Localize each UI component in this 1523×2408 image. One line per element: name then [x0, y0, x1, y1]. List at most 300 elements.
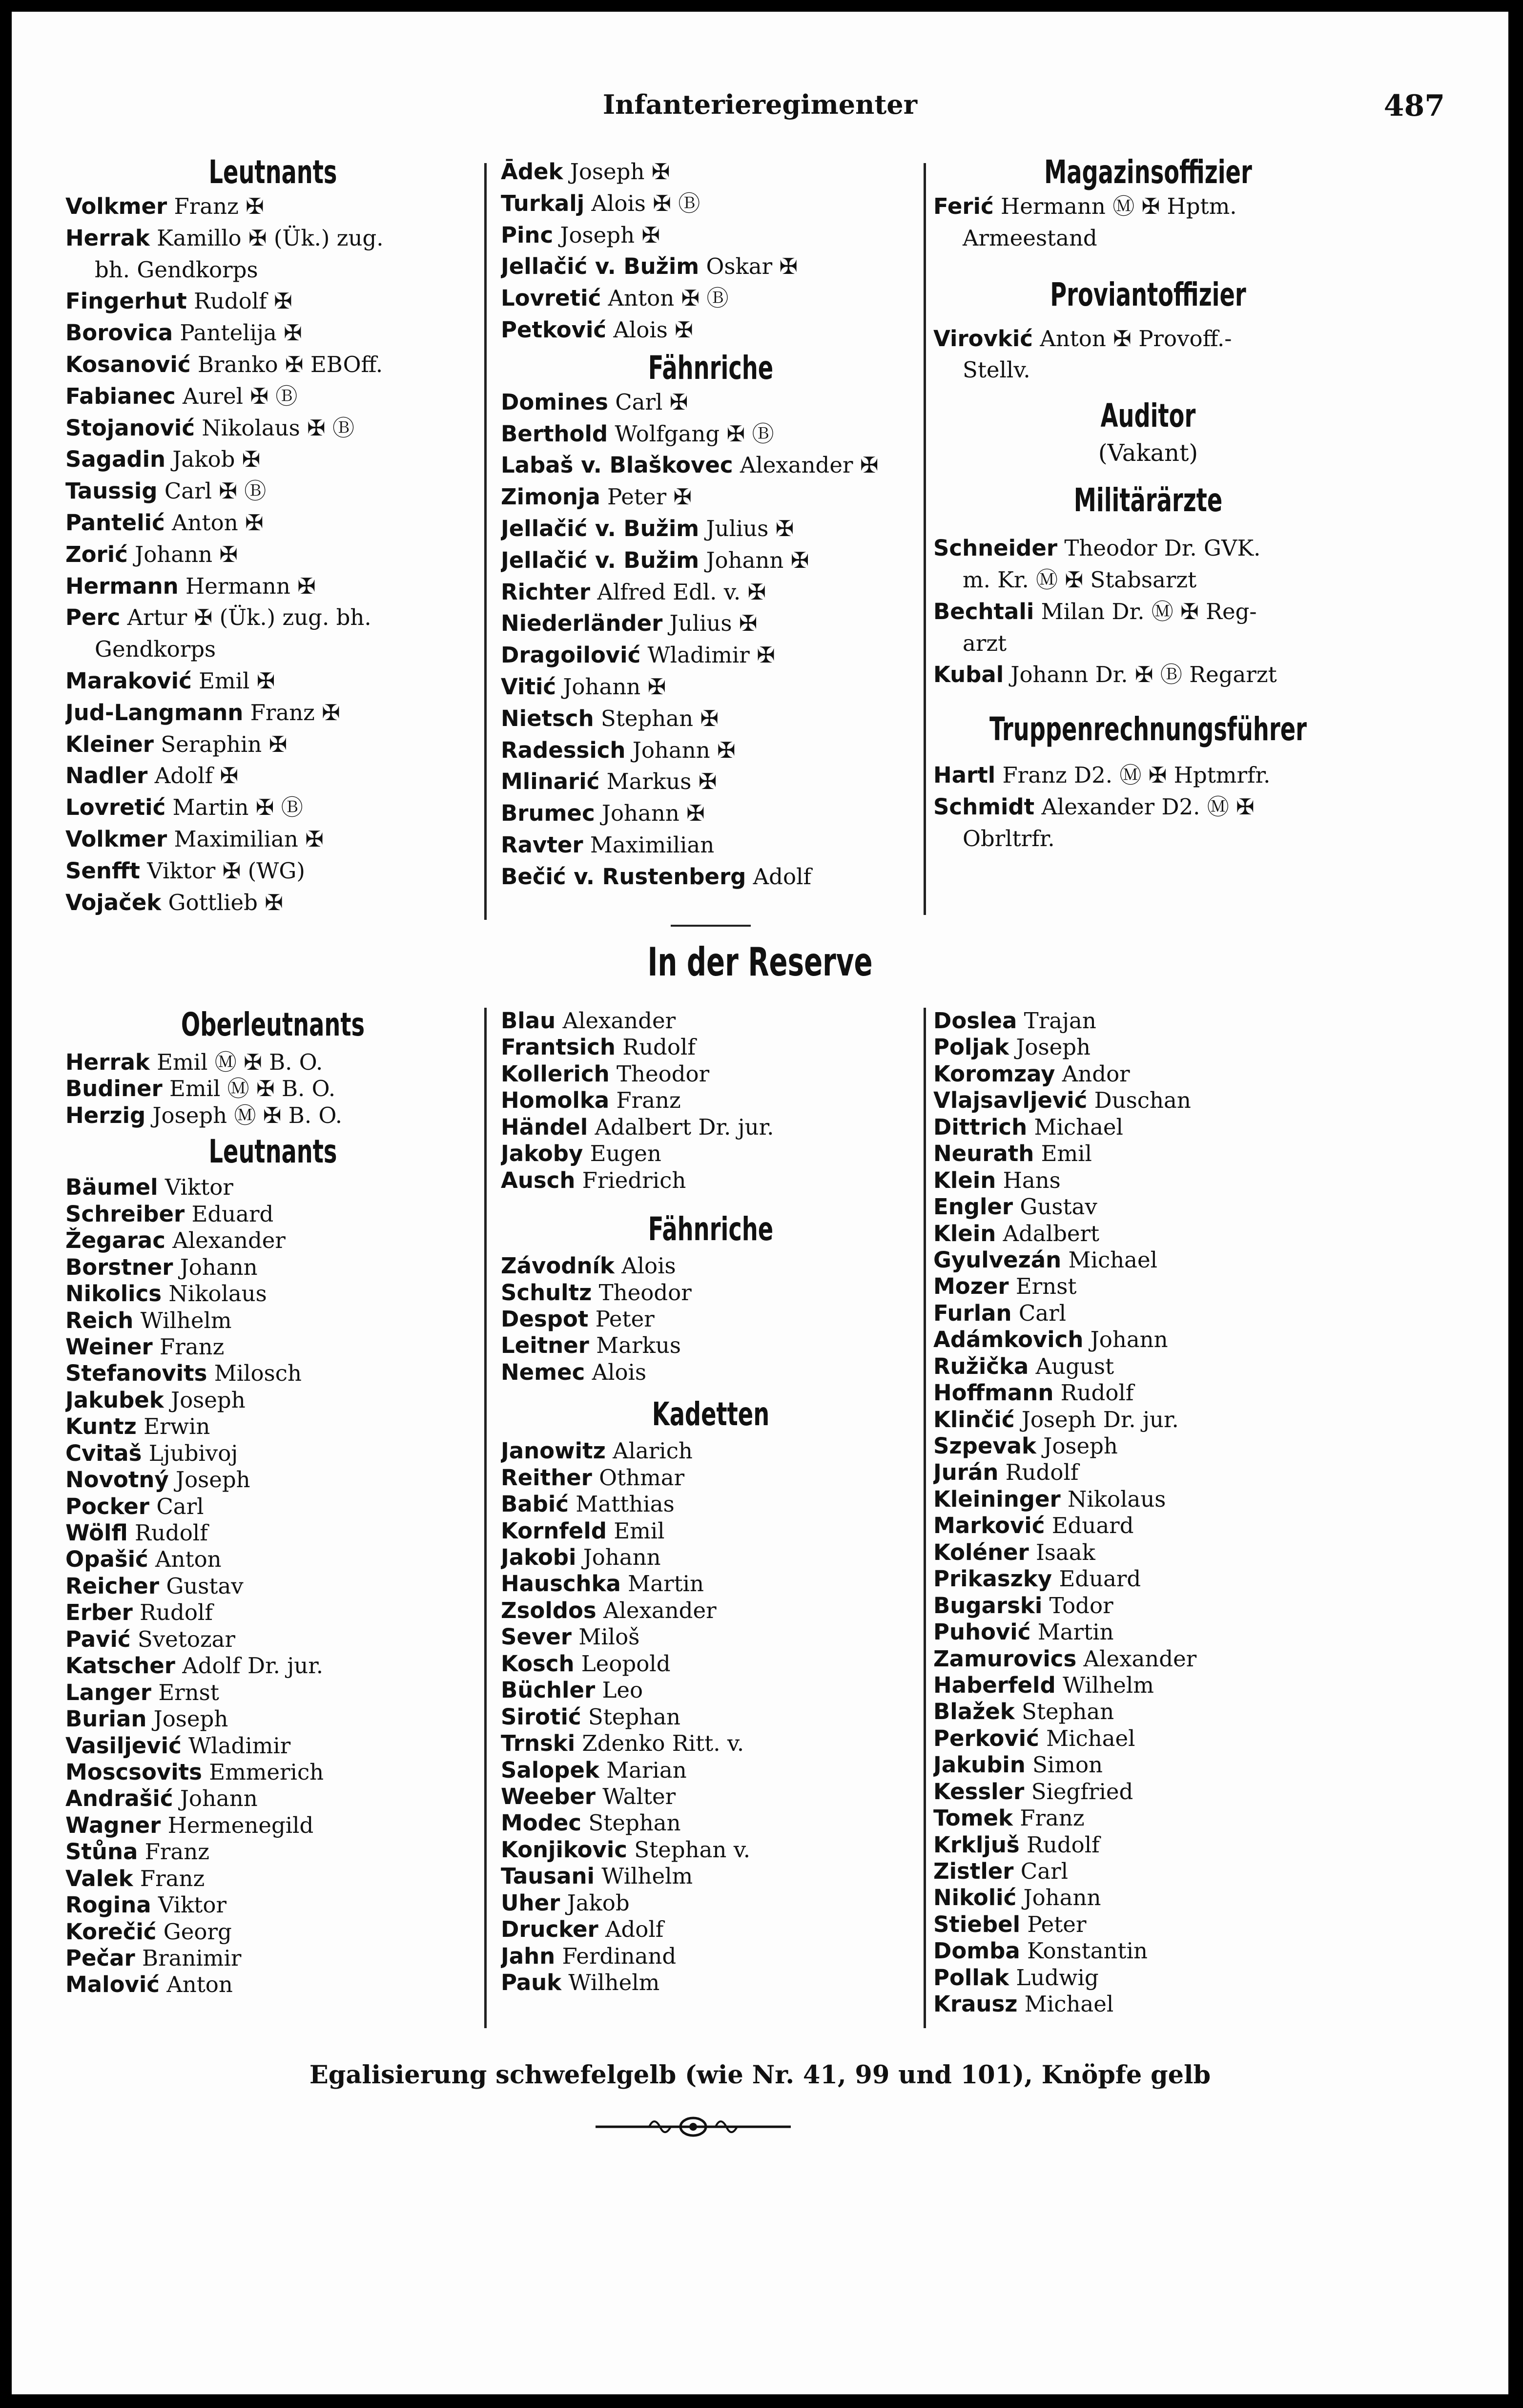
name-entry: [501, 418, 921, 450]
given-name: Carl: [149, 1493, 204, 1519]
surname: Kosanović: [65, 351, 191, 377]
given-name: Wilhelm: [133, 1307, 232, 1333]
given-name: Ernst: [1008, 1273, 1077, 1300]
given-name: Alfred Edl. v. ✠: [590, 579, 766, 605]
name-entry: [65, 1281, 480, 1307]
surname: Schmidt: [933, 793, 1035, 820]
name-entry: [501, 1863, 921, 1889]
name-entry: [501, 1624, 921, 1650]
surname: Lovretić: [501, 285, 601, 311]
given-name: Michael: [1061, 1246, 1157, 1273]
surname: Klein: [933, 1167, 996, 1193]
name-entry: [501, 450, 921, 481]
given-name: arzt: [963, 630, 1007, 656]
name-entry: [65, 1227, 480, 1254]
name-entry: [501, 1465, 921, 1491]
given-name: Hermann Ⓜ ✠ Hptm.: [993, 193, 1237, 219]
name-list: [501, 1253, 921, 1386]
name-entry: [501, 1253, 921, 1279]
name-entry: [933, 1885, 1363, 1911]
surname: Stojanović: [65, 415, 195, 441]
surname: Richter: [501, 579, 591, 605]
name-entry: [501, 1141, 921, 1167]
given-name: Branimir: [135, 1945, 242, 1971]
given-name: Viktor: [151, 1892, 226, 1918]
name-entry: [501, 1651, 921, 1677]
given-name: Stellv.: [963, 357, 1030, 383]
given-name: Carl ✠ Ⓑ: [157, 478, 267, 504]
name-entry: [501, 830, 921, 861]
surname: Pečar: [65, 1945, 135, 1971]
given-name: Othmar: [592, 1464, 685, 1491]
column-rule: [924, 163, 926, 915]
name-entry: [933, 1699, 1363, 1725]
surname: Marković: [933, 1513, 1045, 1539]
name-entry: [501, 1438, 921, 1464]
name-entry: [933, 1672, 1363, 1699]
name-entry: [65, 665, 480, 697]
surname: Pollak: [933, 1964, 1009, 1991]
auditor-vacant: (Vakant): [1098, 439, 1198, 467]
name-entry: [65, 1174, 480, 1201]
surname: Trnski: [501, 1730, 576, 1757]
name-entry: [501, 1837, 921, 1863]
given-name: Georg: [156, 1918, 232, 1945]
given-name: Viktor: [158, 1174, 233, 1201]
name-entry: [933, 1725, 1363, 1752]
given-name: Johann ✠: [625, 737, 736, 763]
surname: Babić: [501, 1491, 569, 1517]
given-name: Franz ✠: [243, 699, 340, 726]
given-name: Johann Dr. ✠ Ⓑ Regarzt: [1004, 662, 1277, 688]
name-entry: [501, 703, 921, 735]
surname: Herrak: [65, 1049, 150, 1075]
surname: Katscher: [65, 1653, 175, 1679]
given-name: Wladimir ✠: [640, 642, 775, 668]
given-name: Peter: [588, 1306, 655, 1332]
surname: Engler: [933, 1194, 1013, 1220]
surname: Ravter: [501, 831, 583, 858]
name-entry: [933, 1513, 1363, 1539]
given-name: Jakob: [560, 1889, 630, 1916]
surname: Taussig: [65, 478, 158, 504]
given-name: Adalbert: [996, 1220, 1100, 1246]
name-entry: [933, 1858, 1363, 1885]
given-name: Milosch: [207, 1360, 302, 1387]
name-entry: [65, 1680, 480, 1706]
surname: Senfft: [65, 857, 140, 884]
name-entry: [65, 571, 480, 602]
name-entry: [501, 1943, 921, 1970]
name-entry: [501, 220, 921, 251]
name-entry: [501, 251, 921, 283]
given-name: Carl: [1011, 1300, 1067, 1326]
surname: Jakubek: [65, 1387, 164, 1413]
name-entry: [933, 1459, 1363, 1486]
given-name: Franz: [1012, 1805, 1085, 1831]
surname: Puhović: [933, 1619, 1031, 1645]
given-name: Oskar ✠: [699, 253, 798, 280]
name-entry: [933, 1433, 1363, 1459]
given-name: Markus ✠: [599, 768, 717, 795]
name-entry: [65, 1308, 480, 1334]
surname: Wölfl: [65, 1520, 128, 1546]
surname: Valek: [65, 1865, 133, 1891]
name-entry: [65, 1945, 480, 1972]
surname: Adámkovich: [933, 1327, 1084, 1353]
name-entry: [65, 1812, 480, 1839]
surname: Bechtali: [933, 598, 1034, 624]
given-name: Johann: [1016, 1885, 1101, 1911]
given-name: August: [1029, 1353, 1114, 1379]
surname: Radessich: [501, 737, 626, 763]
surname: Virovkić: [933, 325, 1033, 352]
name-entry: [933, 628, 1363, 660]
name-entry: [501, 188, 921, 220]
surname: Klinčić: [933, 1406, 1015, 1432]
name-entry: [65, 729, 480, 761]
name-entry: [933, 1273, 1363, 1300]
surname: Fabianec: [65, 383, 176, 409]
name-entry: [501, 156, 921, 188]
given-name: Hermann ✠: [178, 573, 316, 599]
surname: Jud-Langmann: [65, 699, 244, 726]
surname: Kollerich: [501, 1060, 610, 1087]
given-name: Walter: [596, 1783, 676, 1809]
name-entry: [501, 1916, 921, 1943]
name-entry: [501, 766, 921, 798]
given-name: Svetozar: [130, 1626, 235, 1652]
surname: Jakoby: [501, 1141, 583, 1167]
name-entry: [65, 887, 480, 919]
given-name: Adolf: [746, 863, 812, 890]
given-name: Nikolaus ✠ Ⓑ: [195, 415, 355, 441]
surname: Erber: [65, 1599, 133, 1626]
surname: Prikaszky: [933, 1566, 1052, 1592]
given-name: Gustav: [159, 1573, 244, 1599]
name-entry: [933, 1593, 1363, 1619]
surname: Leitner: [501, 1332, 589, 1359]
given-name: Anton: [159, 1972, 233, 1998]
given-name: Leopold: [574, 1650, 671, 1677]
given-name: Alexander: [165, 1227, 286, 1254]
name-entry: [65, 1866, 480, 1892]
name-entry: [933, 1008, 1363, 1034]
name-entry: [501, 735, 921, 767]
name-entry: [933, 1300, 1363, 1327]
given-name: Peter ✠: [600, 484, 692, 510]
surname: Langer: [65, 1679, 152, 1705]
section-heading: Magazinsoffizier: [1044, 153, 1252, 191]
name-entry: [65, 1706, 480, 1732]
surname: Zorić: [65, 541, 128, 567]
section-heading: Fähnriche: [648, 1210, 774, 1248]
name-entry: [65, 1413, 480, 1440]
name-entry: [933, 1991, 1363, 2017]
given-name: Stephan v.: [627, 1836, 751, 1863]
name-entry: [933, 1566, 1363, 1592]
name-entry: [933, 1141, 1363, 1167]
surname: Konjikovic: [501, 1836, 627, 1863]
surname: Nietsch: [501, 705, 594, 731]
name-entry: [65, 507, 480, 539]
given-name: Rudolf: [998, 1459, 1079, 1486]
name-entry: [501, 1970, 921, 1996]
name-entry: [501, 1359, 921, 1386]
given-name: Emil: [606, 1517, 665, 1544]
surname: Jakobi: [501, 1544, 576, 1570]
section-heading: Oberleutnants: [181, 1006, 365, 1043]
name-entry: [65, 1919, 480, 1945]
name-list: [501, 1438, 921, 1996]
surname: Despot: [501, 1306, 589, 1332]
given-name: Theodor Dr. GVK.: [1057, 535, 1261, 561]
name-entry: [65, 1599, 480, 1626]
surname: Stefanovits: [65, 1360, 207, 1387]
given-name: Alexander D2. Ⓜ ✠: [1034, 793, 1255, 820]
name-entry: [501, 1332, 921, 1359]
surname: Klein: [933, 1220, 996, 1246]
given-name: Milan Dr. Ⓜ ✠ Reg-: [1034, 598, 1257, 624]
given-name: Franz D2. Ⓜ ✠ Hptmrfr.: [995, 762, 1271, 789]
given-name: Hermenegild: [161, 1812, 314, 1838]
surname: Andrašić: [65, 1785, 173, 1812]
given-name: Ferdinand: [555, 1943, 677, 1969]
given-name: Alois ✠: [606, 316, 693, 343]
given-name: Ljubivoj: [142, 1440, 238, 1466]
surname: Nemec: [501, 1359, 585, 1385]
given-name: Michael: [1017, 1991, 1114, 2017]
surname: Moscsovits: [65, 1759, 202, 1785]
name-entry: [65, 1254, 480, 1281]
surname: Händel: [501, 1114, 588, 1140]
surname: Uher: [501, 1889, 560, 1916]
surname: Reich: [65, 1307, 134, 1333]
surname: Pocker: [65, 1493, 150, 1519]
given-name: Rudolf: [127, 1520, 208, 1546]
surname: Hauschka: [501, 1571, 621, 1597]
footer-note: Egalisierung schwefelgelb (wie Nr. 41, 99 und 101), Knöpfe gelb: [309, 2060, 1211, 2090]
section-rule: [671, 925, 751, 927]
name-entry: [501, 798, 921, 830]
surname: Modec: [501, 1810, 582, 1836]
given-name: Konstantin: [1020, 1938, 1148, 1964]
name-entry: [65, 223, 480, 254]
section-heading: Fähnriche: [648, 349, 774, 387]
given-name: Eduard: [185, 1201, 274, 1227]
given-name: Alois: [614, 1253, 676, 1279]
name-entry: [933, 1194, 1363, 1220]
surname: Ausch: [501, 1167, 576, 1193]
surname: Kleiner: [65, 731, 154, 757]
name-entry: [65, 349, 480, 381]
given-name: Artur ✠ (Ük.) zug. bh.: [120, 604, 371, 631]
given-name: bh. Gendkorps: [95, 256, 258, 283]
name-entry: [501, 1306, 921, 1332]
name-entry: [933, 354, 1363, 386]
surname: Nikolics: [65, 1281, 162, 1307]
given-name: Jakob ✠: [165, 446, 261, 473]
surname: Weeber: [501, 1783, 596, 1809]
given-name: Wilhelm: [1055, 1672, 1154, 1698]
given-name: Viktor ✠ (WG): [140, 857, 305, 884]
name-list: [65, 191, 480, 918]
surname: Kuntz: [65, 1413, 137, 1440]
surname: Poljak: [933, 1034, 1009, 1060]
given-name: Alois: [585, 1359, 647, 1385]
name-entry: [501, 640, 921, 671]
name-list: [501, 156, 921, 346]
given-name: Adolf: [598, 1916, 664, 1943]
name-entry: [933, 1407, 1363, 1433]
given-name: Eduard: [1045, 1513, 1134, 1539]
surname: Mlinarić: [501, 768, 600, 795]
surname: Jellačić v. Bužim: [501, 515, 700, 541]
given-name: Franz: [152, 1333, 225, 1360]
name-list: [65, 1049, 480, 1129]
surname: Ružička: [933, 1353, 1029, 1379]
name-entry: [501, 314, 921, 346]
given-name: Alexander ✠: [733, 452, 879, 478]
name-entry: [65, 1467, 480, 1493]
surname: Gyulvezán: [933, 1246, 1062, 1273]
surname: Drucker: [501, 1916, 598, 1943]
surname: Salopek: [501, 1757, 599, 1783]
surname: Bäumel: [65, 1174, 158, 1201]
name-entry: [933, 1752, 1363, 1778]
surname: Borovica: [65, 320, 173, 346]
name-entry: [933, 1619, 1363, 1645]
name-entry: [933, 1965, 1363, 1991]
surname: Kleininger: [933, 1486, 1061, 1512]
name-entry: [933, 823, 1363, 855]
given-name: Alois ✠ Ⓑ: [584, 190, 700, 216]
given-name: Nikolaus: [162, 1281, 267, 1307]
given-name: Adalbert Dr. jur.: [588, 1114, 774, 1140]
ornament-flourish: [591, 2112, 796, 2141]
reserve-title: In der Reserve: [647, 939, 873, 985]
reserve-col-more: [933, 1008, 1363, 2018]
given-name: Michael: [1027, 1114, 1123, 1140]
given-name: Aurel ✠ Ⓑ: [175, 383, 298, 409]
surname: Novotný: [65, 1467, 169, 1493]
given-name: Alarich: [605, 1438, 693, 1464]
given-name: Martin: [1030, 1619, 1114, 1645]
given-name: Branko ✠ EBOff.: [190, 351, 383, 377]
given-name: Friedrich: [575, 1167, 686, 1193]
given-name: Julius ✠: [662, 610, 758, 637]
name-entry: [65, 1334, 480, 1360]
name-entry: [65, 1494, 480, 1520]
given-name: Isaak: [1029, 1539, 1095, 1565]
name-entry: [933, 1221, 1363, 1247]
name-entry: [501, 1518, 921, 1544]
name-entry: [501, 1784, 921, 1810]
surname: Jellačić v. Bužim: [501, 253, 700, 280]
surname: Fingerhut: [65, 288, 187, 314]
section-heading: Kadetten: [652, 1395, 770, 1433]
given-name: Zdenko Ritt. v.: [575, 1730, 744, 1757]
name-entry: [933, 1087, 1363, 1114]
name-entry: [501, 1810, 921, 1836]
top-col-faehnriche: [501, 156, 921, 893]
given-name: Martin: [620, 1571, 704, 1597]
surname: Sagadin: [65, 446, 166, 473]
surname: Stůna: [65, 1839, 138, 1865]
given-name: Obrltrfr.: [963, 825, 1055, 851]
name-entry: [933, 1327, 1363, 1353]
surname: Berthold: [501, 420, 608, 447]
section-heading: Truppenrechnungsführer: [989, 710, 1307, 748]
section-heading: Proviantoffizier: [1050, 275, 1246, 313]
name-entry: [65, 697, 480, 729]
given-name: Carl ✠: [608, 389, 688, 415]
given-name: Marian: [599, 1757, 687, 1783]
given-name: Andor: [1055, 1060, 1130, 1087]
given-name: Maximilian: [583, 831, 715, 858]
name-entry: [501, 671, 921, 703]
given-name: Nikolaus: [1060, 1486, 1166, 1512]
given-name: Joseph: [164, 1387, 246, 1413]
name-entry: [933, 1911, 1363, 1938]
name-entry: [933, 659, 1363, 691]
name-entry: [65, 1653, 480, 1679]
surname: Kubal: [933, 662, 1004, 688]
surname: Reicher: [65, 1573, 160, 1599]
surname: Pinc: [501, 222, 554, 248]
surname: Jahn: [501, 1943, 556, 1969]
surname: Volkmer: [65, 193, 167, 219]
name-entry: [933, 791, 1363, 823]
reserve-col-officers: [65, 1006, 480, 1998]
given-name: Johann: [173, 1785, 258, 1812]
given-name: Emil Ⓜ ✠ B. O.: [149, 1049, 323, 1075]
name-entry: [65, 317, 480, 349]
name-entry: [501, 387, 921, 418]
given-name: Miloš: [571, 1624, 640, 1650]
given-name: Stephan: [1014, 1699, 1114, 1725]
name-entry: [65, 1839, 480, 1865]
section-heading: Leutnants: [208, 1133, 337, 1171]
name-entry: [501, 1730, 921, 1757]
given-name: Franz ✠: [167, 193, 264, 219]
surname: Dittrich: [933, 1114, 1028, 1140]
running-header: Infanterieregimenter: [602, 89, 918, 120]
name-entry: [501, 1034, 921, 1060]
given-name: Seraphin ✠: [154, 731, 288, 757]
name-entry: [933, 191, 1363, 223]
surname: Perković: [933, 1725, 1039, 1751]
name-entry: [65, 444, 480, 476]
name-entry: [65, 824, 480, 855]
surname: Vitić: [501, 673, 556, 700]
given-name: Pantelija ✠: [173, 320, 302, 346]
surname: Perc: [65, 604, 121, 631]
surname: Pantelić: [65, 509, 165, 536]
given-name: Joseph: [146, 1706, 228, 1732]
reserve-col-cadets: [501, 1008, 921, 1996]
name-entry: [501, 545, 921, 577]
surname: Niederländer: [501, 610, 663, 637]
section-heading: Auditor: [1100, 397, 1196, 435]
surname: Jellačić v. Bužim: [501, 547, 700, 573]
surname: Burian: [65, 1706, 147, 1732]
surname: Labaš v. Blaškovec: [501, 452, 733, 478]
section-heading: Militärärzte: [1073, 481, 1223, 519]
name-entry: [501, 861, 921, 893]
given-name: Simon: [1025, 1752, 1103, 1778]
name-entry: [65, 1733, 480, 1759]
